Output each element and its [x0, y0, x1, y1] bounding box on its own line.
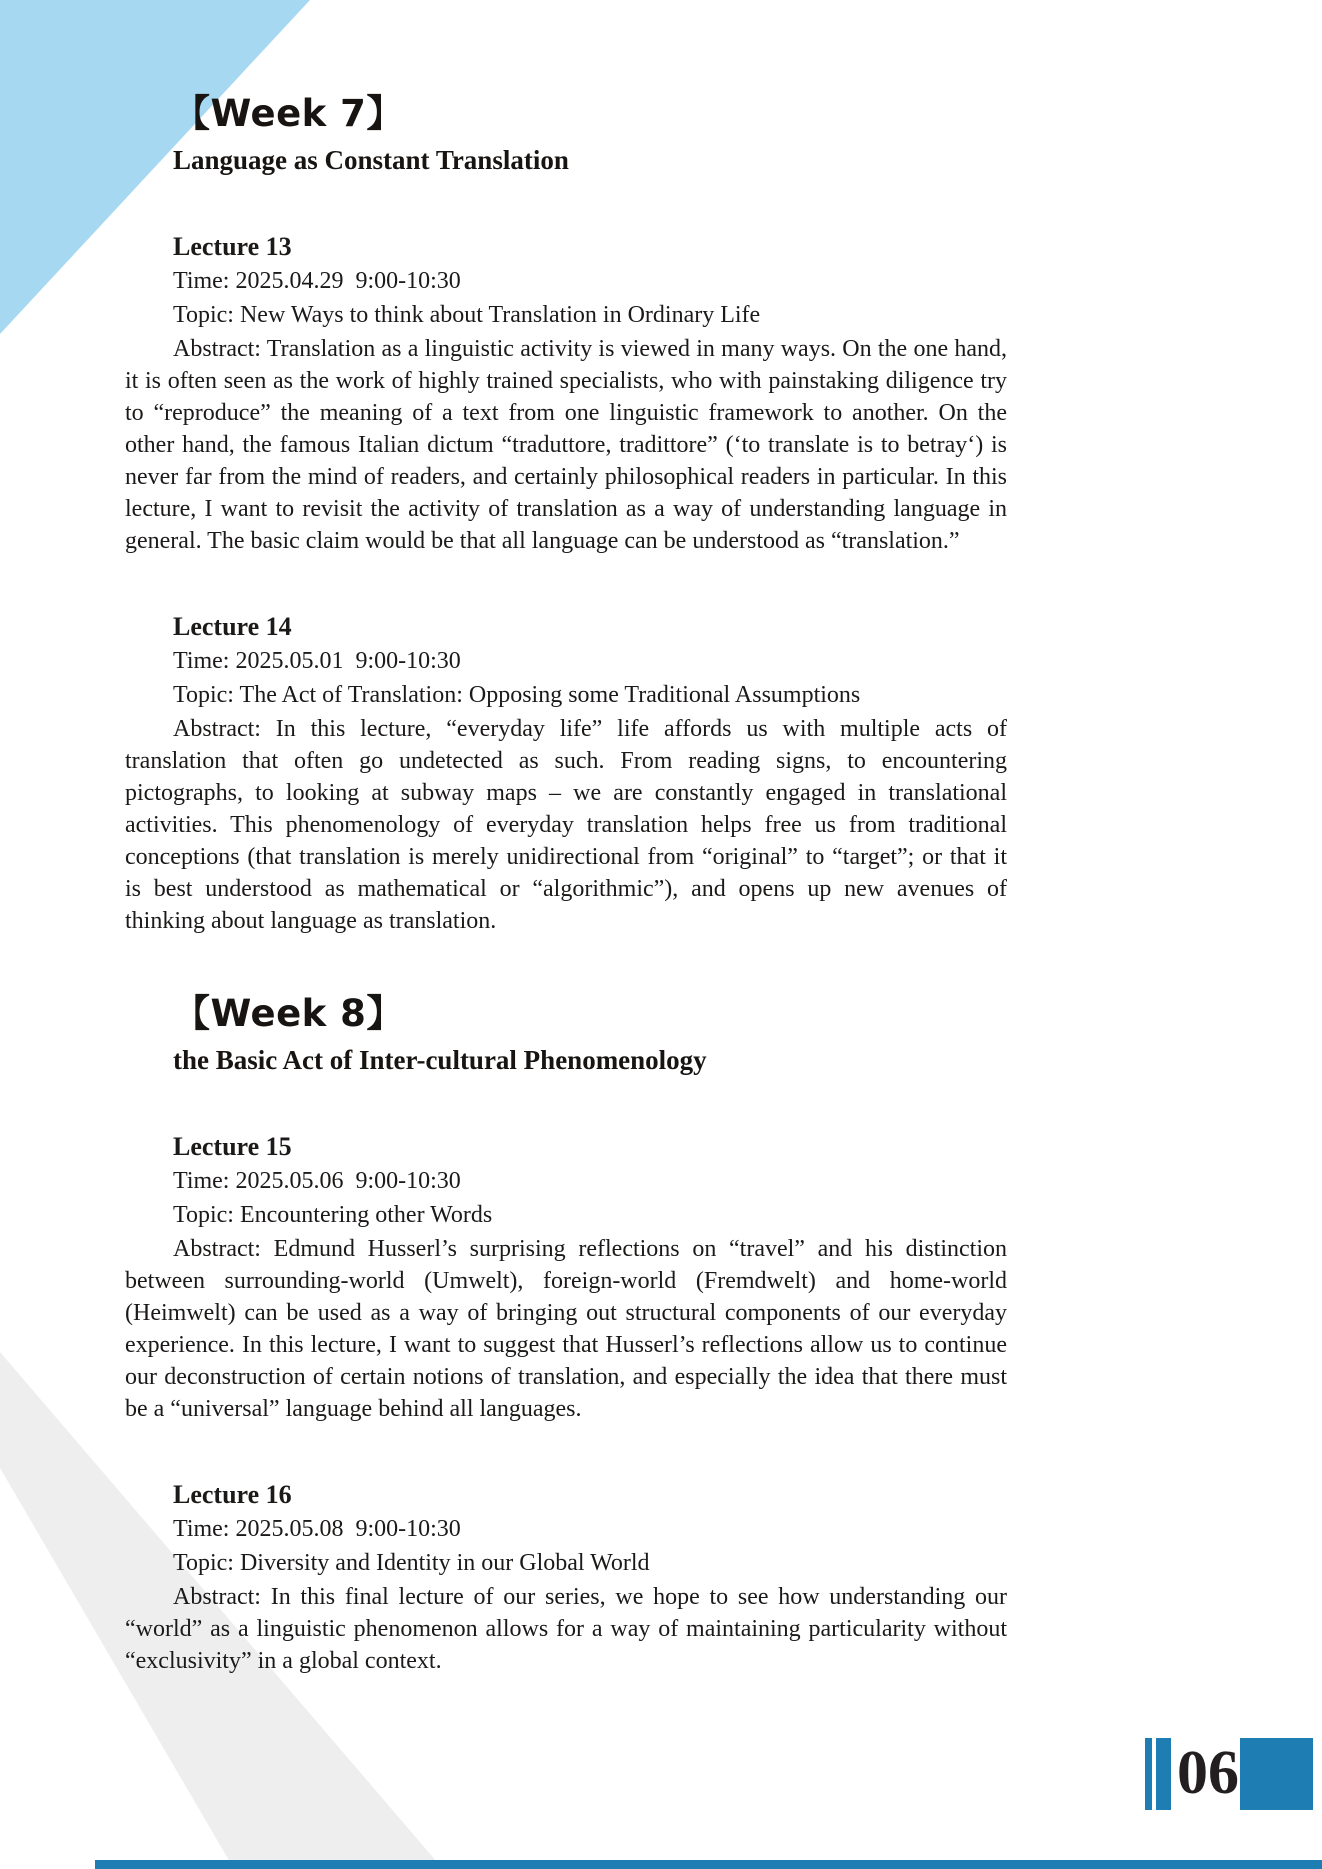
lecture-abstract: Abstract: Edmund Husserl’s surprising reflections on “travel” and his distinction between surrounding-world (Umwelt), foreign-world (Fremdwelt) and home-world (Heimwelt) can be used as a way of bringing out structural components of our everyday experience. In this lecture, I want to suggest that Husserl’s reflections allow us to continue our deconstruction of certain notions of translation, and especially the idea that there must be a “universal” language behind all languages. [125, 1236, 1007, 1422]
week-7-section [125, 93, 1007, 937]
bottom-edge-bar [95, 1860, 1322, 1869]
lecture-topic: Topic: The Act of Translation: Opposing some Traditional Assumptions [173, 682, 861, 708]
page-number-accent-bar-thin [1145, 1738, 1152, 1810]
page-number-accent-square [1240, 1738, 1313, 1810]
week-title: 【Week 8】 [173, 992, 404, 1035]
week-subtitle: Language as Constant Translation [173, 145, 569, 175]
lecture-abstract: Abstract: In this lecture, “everyday life” life affords us with multiple acts of translation that often go undetected as such. From reading signs, to encountering pictographs, to looking at subway maps – we are constantly engaged in translational activities. This phenomenology of everyday translation helps free us from traditional conceptions (that translation is merely unidirectional from “original” to “target”; or that it is best understood as mathematical or “algorithmic”), and opens up new avenues of thinking about language as translation. [125, 716, 1007, 934]
lecture-topic: Topic: Encountering other Words [173, 1202, 493, 1228]
week-subtitle: the Basic Act of Inter-cultural Phenomenology [173, 1045, 707, 1075]
lecture-topic: Topic: New Ways to think about Translation in Ordinary Life [173, 302, 761, 328]
lecture-time: Time: 2025.05.08 9:00-10:30 [173, 1516, 461, 1542]
lecture-time: Time: 2025.04.29 9:00-10:30 [173, 268, 461, 294]
lecture-time: Time: 2025.05.06 9:00-10:30 [173, 1168, 461, 1194]
lecture-heading: Lecture 14 [173, 612, 292, 641]
lecture-heading: Lecture 15 [173, 1132, 292, 1161]
lecture-16 [125, 1479, 1007, 1677]
lecture-15 [125, 1131, 1007, 1425]
lecture-abstract: Abstract: Translation as a linguistic activity is viewed in many ways. On the one hand, it is often seen as the work of highly trained specialists, who with painstaking diligence try to “reproduce” the meaning of a text from one linguistic framework to another. On the other hand, the famous Italian dictum “traduttore, tradittore” (‘to translate is to betray‘) is never far from the mind of readers, and certainly philosophical readers in particular. In this lecture, I want to revisit the activity of translation as a way of understanding language in general. The basic claim would be that all language can be understood as “translation.” [125, 336, 1007, 554]
lecture-13 [125, 231, 1007, 557]
lecture-heading: Lecture 13 [173, 232, 292, 261]
page-number-block [1145, 1738, 1246, 1810]
week-title: 【Week 7】 [173, 92, 404, 135]
page-content [125, 0, 1007, 1677]
lecture-time: Time: 2025.05.01 9:00-10:30 [173, 648, 461, 674]
week-8-section [125, 993, 1007, 1677]
page-number: 06 [1177, 1739, 1239, 1807]
lecture-14 [125, 611, 1007, 937]
lecture-topic: Topic: Diversity and Identity in our Global World [173, 1550, 650, 1576]
lecture-heading: Lecture 16 [173, 1480, 292, 1509]
lecture-abstract: Abstract: In this final lecture of our series, we hope to see how understanding our “world” as a linguistic phenomenon allows for a way of maintaining particularity without “exclusivity” in a global context. [125, 1584, 1007, 1674]
page-number-accent-bar-thick [1156, 1738, 1171, 1810]
